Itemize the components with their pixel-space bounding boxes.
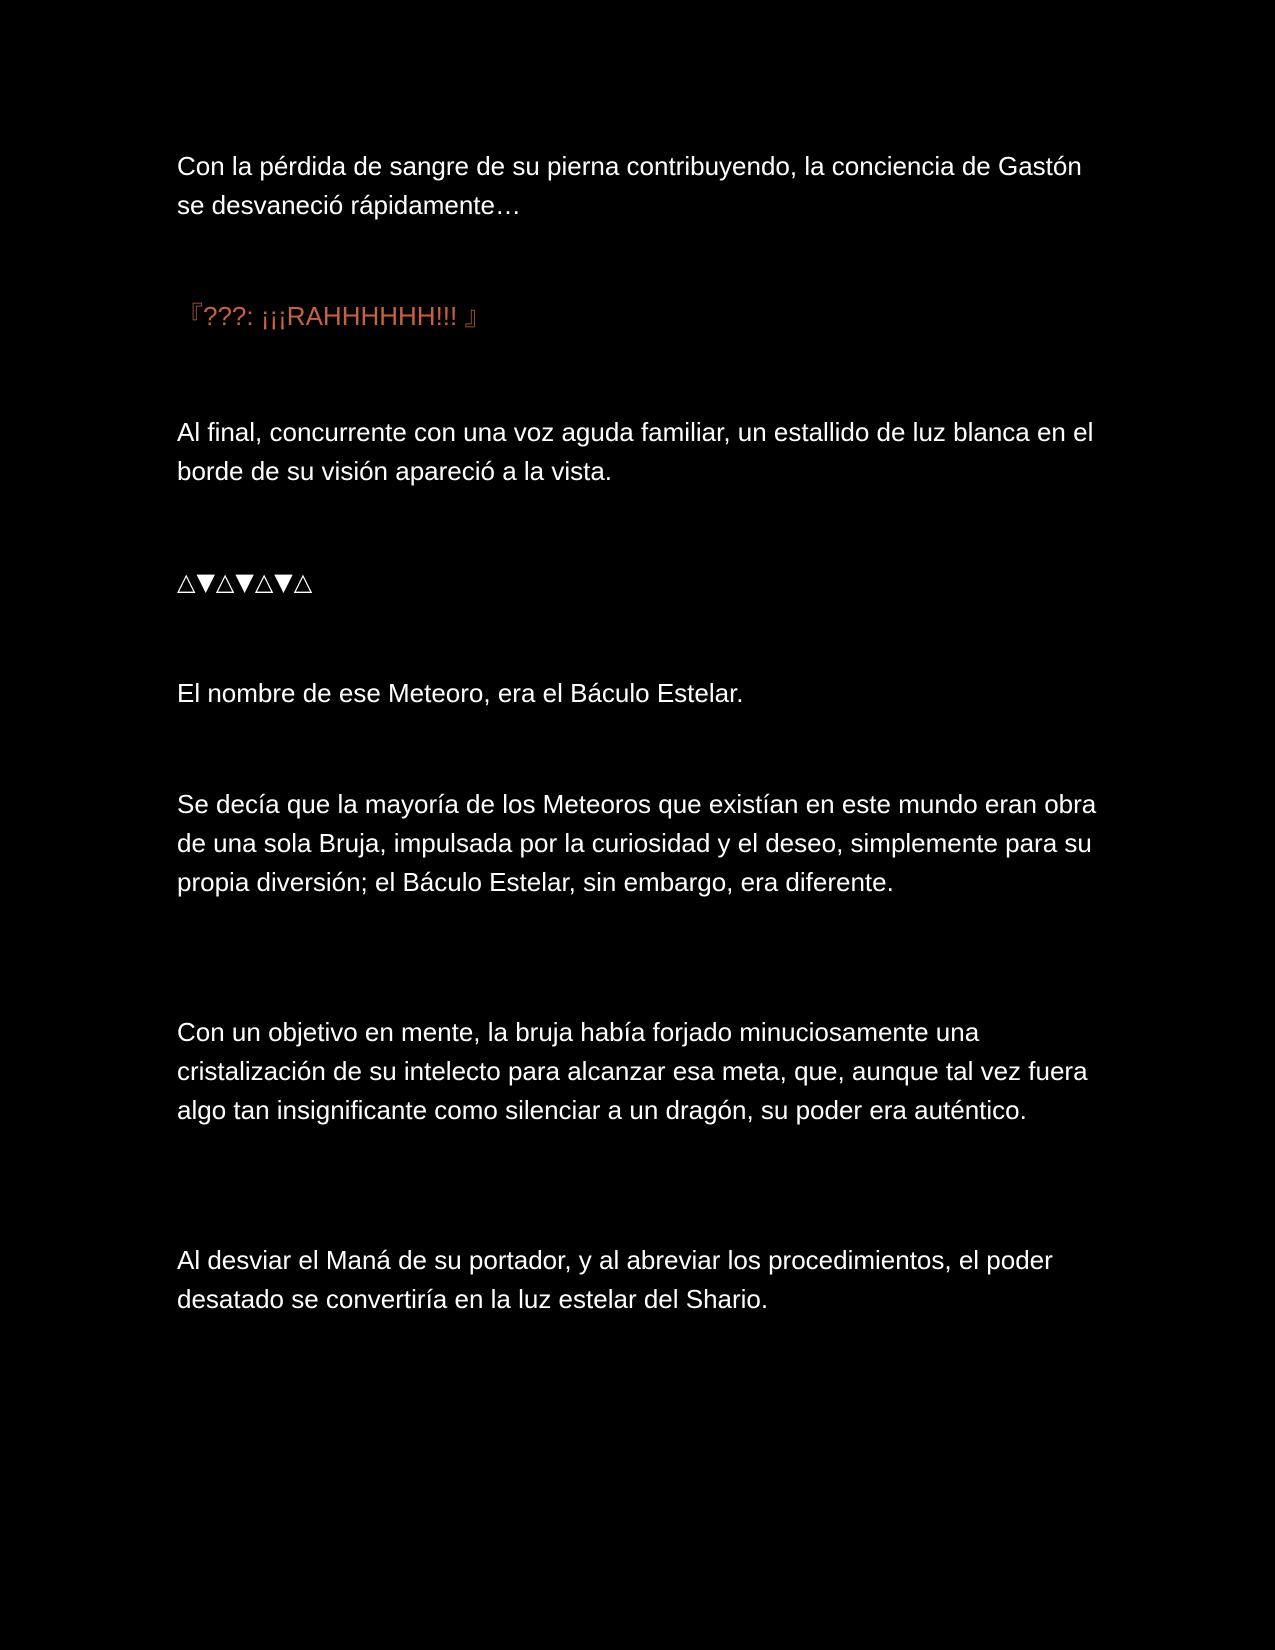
paragraph-5: Con un objetivo en mente, la bruja había forjado minuciosamente una cristalización de su intelecto para alcanzar esa meta, que, aunque tal vez fuera algo tan insignificante como silenciar a un dragón, su poder era auténtico. — [177, 1017, 1088, 1125]
dialogue-line: 『???: ¡¡¡RAHHHHHH!!! 』 — [177, 301, 491, 331]
paragraph-2: Al final, concurrente con una voz aguda familiar, un estallido de luz blanca en el borde de su visión apareció a la vista. — [177, 417, 1094, 486]
paragraph-3: El nombre de ese Meteoro, era el Báculo Estelar. — [177, 678, 744, 708]
paragraph-4: Se decía que la mayoría de los Meteoros que existían en este mundo eran obra de una sola Bruja, impulsada por la curiosidad y el deseo, simplemente para su propia diversión; el Báculo Estelar, sin embargo, era diferente. — [177, 789, 1097, 897]
scene-separator: △▼△▼△▼△ — [177, 568, 314, 596]
paragraph-6: Al desviar el Maná de su portador, y al abreviar los procedimientos, el poder desatado se convertiría en la luz estelar del Shario. — [177, 1245, 1053, 1314]
paragraph-1: Con la pérdida de sangre de su pierna contribuyendo, la conciencia de Gastón se desvaneció rápidamente… — [177, 151, 1082, 220]
